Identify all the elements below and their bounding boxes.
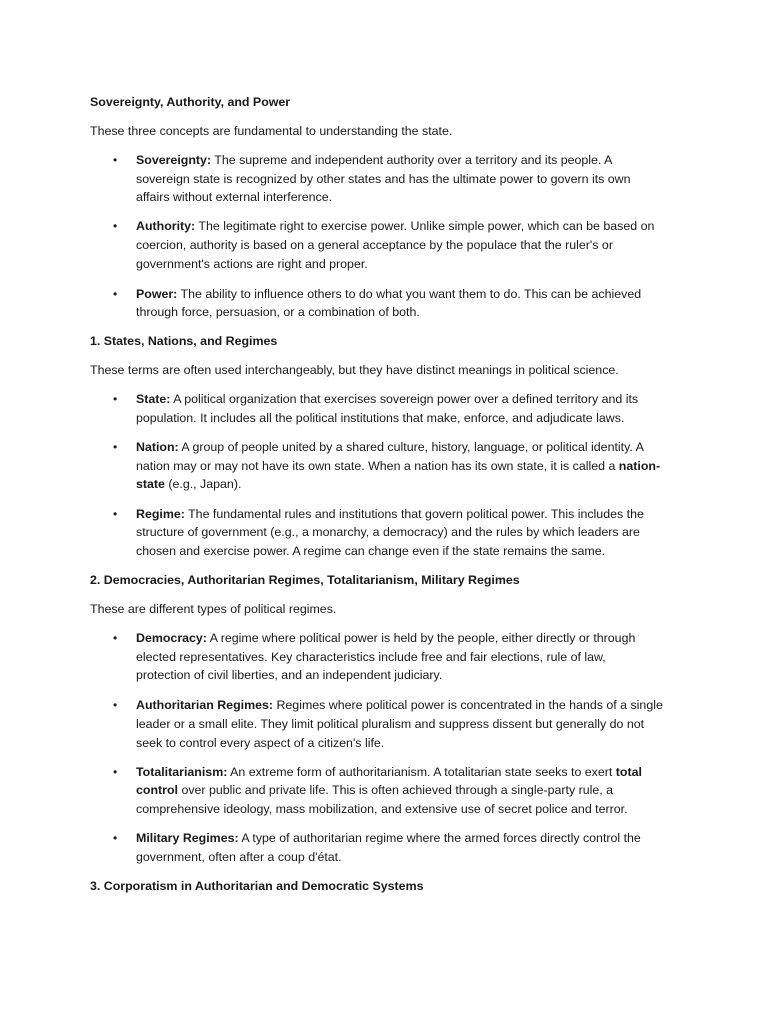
term-label: Sovereignty:	[136, 153, 212, 167]
list-item-line	[136, 476, 241, 492]
bullet-icon: •	[113, 765, 118, 779]
list-item-line: protection of civil liberties, and an independent judiciary.	[136, 668, 443, 682]
term-label: Nation:	[136, 440, 179, 454]
section-heading: 1. States, Nations, and Regimes	[90, 334, 278, 348]
list-item-line: sovereign state is recognized by other states and has the ultimate power to govern its own	[136, 172, 631, 186]
term-label: Authority:	[136, 219, 196, 233]
definition-text: The legitimate right to exercise power. Unlike simple power, which can be based on	[195, 219, 655, 233]
list-item-line: through force, persuasion, or a combination of both.	[136, 305, 420, 319]
list-item-line: chosen and exercise power. A regime can change even if the state remains the same.	[136, 544, 606, 558]
bold-term: nation-	[618, 459, 661, 473]
list-item-line	[136, 782, 613, 798]
list-item-line: elected representatives. Key characteristics include free and fair elections, rule of law,	[136, 650, 606, 664]
list-item-line	[136, 391, 638, 407]
list-item-line: population. It includes all the political institutions that make, enforce, and adjudicate laws.	[136, 411, 625, 425]
term-label: State:	[136, 392, 171, 406]
bullet-icon: •	[113, 219, 118, 233]
bullet-icon: •	[113, 392, 118, 406]
list-item-line	[136, 439, 644, 455]
definition-text: over public and private life. This is often achieved through a single-party rule, a	[178, 783, 614, 797]
definition-text: A group of people united by a shared culture, history, language, or political identity. A	[178, 440, 644, 454]
section-intro: These are different types of political regimes.	[90, 602, 337, 616]
definition-text: The supreme and independent authority over a territory and its people. A	[211, 153, 613, 167]
definition-text: A type of authoritarian regime where the armed forces directly control the	[238, 831, 641, 845]
bullet-icon: •	[113, 287, 118, 301]
definition-text: A political organization that exercises sovereign power over a defined territory and its	[170, 392, 639, 406]
bullet-icon: •	[113, 698, 118, 712]
bold-term: control	[136, 783, 178, 797]
definition-text: The ability to influence others to do what you want them to do. This can be achieved	[177, 287, 642, 301]
list-item-line	[136, 764, 642, 780]
bullet-icon: •	[113, 507, 118, 521]
list-item-line	[136, 152, 612, 168]
term-label: Totalitarianism:	[136, 765, 228, 779]
bold-term: state	[136, 477, 165, 491]
bold-term: total	[615, 765, 642, 779]
bullet-icon: •	[113, 440, 118, 454]
bullet-icon: •	[113, 153, 118, 167]
term-label: Authoritarian Regimes:	[136, 698, 274, 712]
term-label: Power:	[136, 287, 178, 301]
section-heading: 2. Democracies, Authoritarian Regimes, Totalitarianism, Military Regimes	[90, 573, 520, 587]
term-label: Military Regimes:	[136, 831, 239, 845]
section-heading: 3. Corporatism in Authoritarian and Democratic Systems	[90, 879, 424, 893]
list-item-line	[136, 506, 644, 522]
term-label: Regime:	[136, 507, 185, 521]
bullet-icon: •	[113, 831, 118, 845]
section-intro: These terms are often used interchangeably, but they have distinct meanings in political science.	[90, 363, 619, 377]
definition-text: The fundamental rules and institutions that govern political power. This includes the	[184, 507, 644, 521]
definition-text: Regimes where political power is concentrated in the hands of a single	[273, 698, 663, 712]
section-intro: These three concepts are fundamental to understanding the state.	[90, 124, 453, 138]
list-item-line	[136, 218, 654, 234]
list-item-line: government's actions are right and proper.	[136, 257, 368, 271]
definition-text: nation may or may not have its own state. When a nation has its own state, it is called a	[136, 459, 619, 473]
definition-text: A regime where political power is held by the people, either directly or through	[206, 631, 636, 645]
bullet-icon: •	[113, 631, 118, 645]
list-item-line: structure of government (e.g., a monarchy, a democracy) and the rules by which leaders are	[136, 525, 640, 539]
list-item-line	[136, 697, 663, 713]
term-label: Democracy:	[136, 631, 207, 645]
list-item-line: government, often after a coup d'état.	[136, 850, 342, 864]
list-item-line: coercion, authority is based on a general acceptance by the populace that the ruler's or	[136, 238, 613, 252]
list-item-line	[136, 830, 641, 846]
list-item-line	[136, 458, 660, 474]
section-heading: Sovereignty, Authority, and Power	[90, 95, 291, 109]
list-item-line: affairs without external interference.	[136, 190, 333, 204]
list-item-line: seek to control every aspect of a citizen's life.	[136, 736, 385, 750]
definition-text: (e.g., Japan).	[164, 477, 242, 491]
list-item-line	[136, 630, 635, 646]
list-item-line: leader or a small elite. They limit political pluralism and suppress dissent but generally do not	[136, 717, 645, 731]
list-item-line: comprehensive ideology, mass mobilization, and extensive use of secret police and terror.	[136, 802, 628, 816]
list-item-line	[136, 286, 641, 302]
definition-text: An extreme form of authoritarianism. A totalitarian state seeks to exert	[227, 765, 616, 779]
